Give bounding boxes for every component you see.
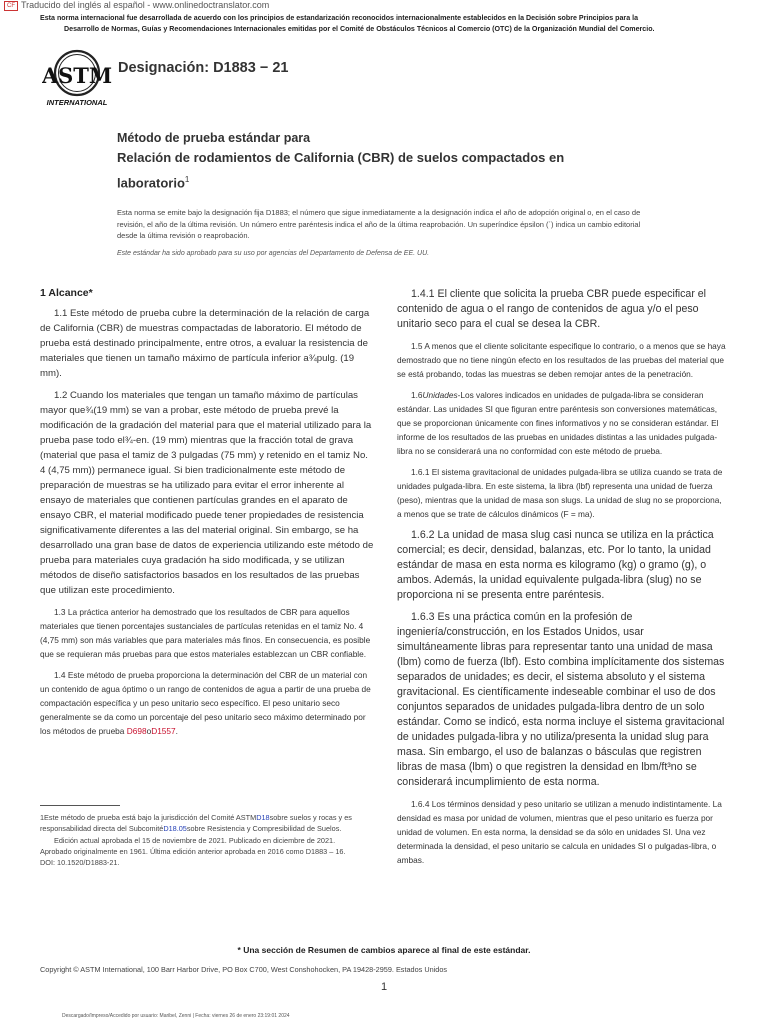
astm-logo — [42, 46, 112, 108]
paragraph-1-4-text: 1.4 Este método de prueba proporciona la determinación del CBR de un material con un contenido de agua óptimo o un rango de contenidos de agua a partir de una prueba de compactación específica y un peso unitario seco específico. El peso unitario seco generalmente se da como un porcentaje del peso unitario seco máximo determinado por los métodos de prueba — [40, 670, 371, 736]
link-subcommittee-d18-05[interactable]: D18.05 — [163, 824, 187, 834]
title-line-1: Método de prueba estándar para — [117, 131, 311, 145]
top-notice-line-1: Esta norma internacional fue desarrollada de acuerdo con los principios de estandarización reconocidos internacionalmente establecidos en la Decisión sobre Principios para la — [40, 14, 639, 22]
document-title — [117, 129, 677, 194]
paragraph-1-6-text: -Los valores indicados en unidades de pulgada-libra se consideran estándar. Las unidades SI que figuran entre paréntesis son conversiones matemáticas, que se proporcionan únicamente con fines informativos y no se consideran estándar. El informe de los resultados de las pruebas en unidades distintas a las unidades pulgada-libra no se considerará una no conformidad con este método de prueba. — [397, 390, 719, 456]
top-notice-line-2: Desarrollo de Normas, Guías y Recomendaciones Internacionales emitidas por el Comité de Obstáculos Técnicos al Comercio (OTC) de la Organización Mundial del Comercio. — [64, 24, 655, 33]
paragraph-1-6-1: 1.6.1 El sistema gravitacional de unidades pulgada-libra se utiliza cuando se trata de unidades pulgada-libra. En este sistema, la libra (lbf) representa una unidad de fuerza (peso), mientras que la unidad de masa son slugs. La unidad de slug no se proporciona, a menos que se trate de cálculos dinámicos (F = ma). — [397, 467, 723, 519]
footnote-1 — [40, 812, 360, 835]
paragraph-1-2: 1.2 Cuando los materiales que tengan un tamaño máximo de partículas mayor que¾(19 mm) se van a probar, este método de prueba prevé la modificación de la gradación del material para que el material utilizado para la prueba pase todo el¾-en. (19 mm) mientras que la fracción total de grava (material que pasa el tamiz de 3 pulgadas (75 mm) y retenido en el tamiz No. 4 (4,75 mm)) permanece igual. Si bien tradicionalmente este método de preparación de muestras se ha utilizado para evitar el error inherente al ensayo de materiales que contienen partículas grandes en el aparato de ensayo CBR, el material modificado puede tener propiedades de resistencia significativamente diferentes a las del material original. Sin embargo, se ha desarrollado una gran base de datos de experiencia utilizando este método de prueba para materiales cuya gradación ha sido modificada, y se utilizan métodos de diseño satisfactorios basados en los resultados de las pruebas que utilizan este procedimiento. — [40, 390, 374, 596]
left-column — [40, 287, 375, 738]
link-committee-d18[interactable]: D18 — [256, 813, 270, 822]
paragraph-1-5: 1.5 A menos que el cliente solicitante especifique lo contrario, o a menos que se haya demostrado que no tiene ningún efecto en los resultados de las pruebas del material que se está probando, todas las muestras se deben remojar antes de la penetración. — [397, 341, 726, 379]
title-footnote-marker: 1 — [184, 175, 190, 184]
link-d1557[interactable]: D1557 — [151, 726, 176, 736]
translator-banner[interactable] — [4, 0, 269, 11]
footnote-divider — [40, 805, 120, 806]
summary-of-changes-note: * Una sección de Resumen de cambios aparece al final de este estándar. — [237, 945, 531, 955]
title-line-2: Relación de rodamientos de California (CBR) de suelos compactados en — [117, 150, 565, 165]
footnote-1-text-c: sobre Resistencia y Compresibilidad de Suelos. — [186, 824, 342, 834]
issued-statement: Esta norma se emite bajo la designación fija D1883; el número que sigue inmediatamente a la designación indica el año de adopción original o, en el caso de revisión, el año de la última revisión. Un número entre paréntesis indica el año de la última reaprobación. Un superíndice épsilon (´) indica un cambio editorial desde la última revisión o reaprobación. — [117, 208, 641, 240]
paragraph-1-4-end: . — [175, 726, 178, 736]
paragraph-1-4-or: o — [146, 726, 152, 736]
paragraph-1-6-number: 1.6 — [411, 390, 423, 400]
approval-note: Este estándar ha sido aprobado para su uso por agencias del Departamento de Defensa de EE. UU. — [117, 250, 430, 257]
paragraph-1-4 — [40, 668, 375, 738]
paragraph-1-6-3: 1.6.3 Es una práctica común en la profesión de ingeniería/construcción, en los Estados Unidos, usar simultáneamente libras para representar tanto una unidad de masa (lbm) como de fuerza (lbf). Esto combina implícitamente dos sistemas separados de unidades; es decir, el sistema absoluto y el sistema gravitacional. Es científicamente indeseable combinar el uso de dos conjuntos separados de unidades pulgada-libra dentro de un solo estándar. Como se indicó, esta norma incluye el sistema gravitacional de unidades pulgada-libra y no utiliza/presenta la unidad slug para masa. Sin embargo, el uso de balanzas o básculas que registren libras de masa (lbm) o que registren la densidad en lbm/ft³no se considerará incumplimiento de esta norma. — [397, 611, 725, 788]
designation: Designación: D1883 − 21 — [118, 60, 289, 76]
footnote-1-text-b: sobre suelos y rocas y es responsabilidad directa del Subcomité — [40, 813, 352, 834]
astm-logo-text: INTERNATIONAL — [46, 98, 108, 107]
footnote-1-text-a: 1Este método de prueba está bajo la jurisdicción del Comité ASTM — [40, 813, 257, 822]
translator-logo-icon: CF — [4, 1, 18, 11]
astm-logo-mark: ASTM — [42, 63, 112, 88]
paragraph-1-4-1: 1.4.1 El cliente que solicita la prueba CBR puede especificar el contenido de agua o el rango de contenidos de agua y/o el peso unitario seco para el cual se desea la CBR. — [397, 288, 707, 330]
link-d698[interactable]: D698 — [126, 726, 147, 736]
download-line: Descargado/Impreso/Accedido por usuario: Maribel, Zenni | Fecha: viernes 26 de enero 23:19:01 2024 — [62, 1013, 290, 1019]
footnotes — [40, 812, 360, 868]
paragraph-1-6-2: 1.6.2 La unidad de masa slug casi nunca se utiliza en la práctica comercial; es decir, densidad, balanzas, etc. Por lo tanto, la unidad estándar de masa en esta norma es kilogramo (kg) o gramo (g), o ambos. Además, la unidad equivalente pulgada-libra (slug) no se proporciona ni se presenta entre paréntesis. — [397, 529, 714, 601]
footnote-2: Edición actual aprobada el 15 de noviembre de 2021. Publicado en diciembre de 2021. Aprobado originalmente en 1961. Última edición anterior aprobada en 2016 como D1883 – 16. DOI: 10.1520/D1883-21. — [40, 835, 346, 868]
paragraph-1-6 — [397, 388, 727, 458]
section-heading-scope: 1 Alcance* — [40, 287, 93, 299]
top-notice — [40, 13, 728, 34]
paragraph-1-6-4: 1.6.4 Los términos densidad y peso unitario se utilizan a menudo indistintamente. La densidad es masa por unidad de volumen, mientras que el peso unitario es fuerza por unidad de volumen. En esta norma, la densidad se da sólo en unidades SI. Una vez determinada la densidad, el peso unitario se calcula en unidades SI o pulgadas-libra, o ambas. — [397, 799, 722, 865]
paragraph-1-6-heading: Unidades — [422, 390, 458, 400]
paragraph-1-1: 1.1 Este método de prueba cubre la determinación de la relación de carga de California (CBR) de muestras compactadas de laboratorio. El método de prueba está destinado principalmente, entre otros, a evaluar la resistencia de materiales que tienen un tamaño máximo de partícula inferior a¾pulg. (19 mm). — [40, 308, 370, 379]
paragraph-1-3: 1.3 La práctica anterior ha demostrado que los resultados de CBR para aquellos materiales que tienen porcentajes sustanciales de partículas retenidas en el tamiz No. 4 (4,75 mm) son más variables que para materiales más finos. En consecuencia, es posible que se requieran más pruebas para que estos materiales establezcan un CBR confiable. — [40, 607, 371, 659]
copyright-line: Copyright © ASTM International, 100 Barr Harbor Drive, PO Box C700, West Conshohocken, PA 19428-2959. Estados Unidos — [40, 965, 448, 974]
page-number: 1 — [380, 981, 388, 993]
translator-link[interactable]: Traducido del inglés al español - www.onlinedoctranslator.com — [21, 0, 270, 10]
title-line-3: laboratorio — [117, 175, 185, 191]
right-column — [397, 287, 727, 867]
